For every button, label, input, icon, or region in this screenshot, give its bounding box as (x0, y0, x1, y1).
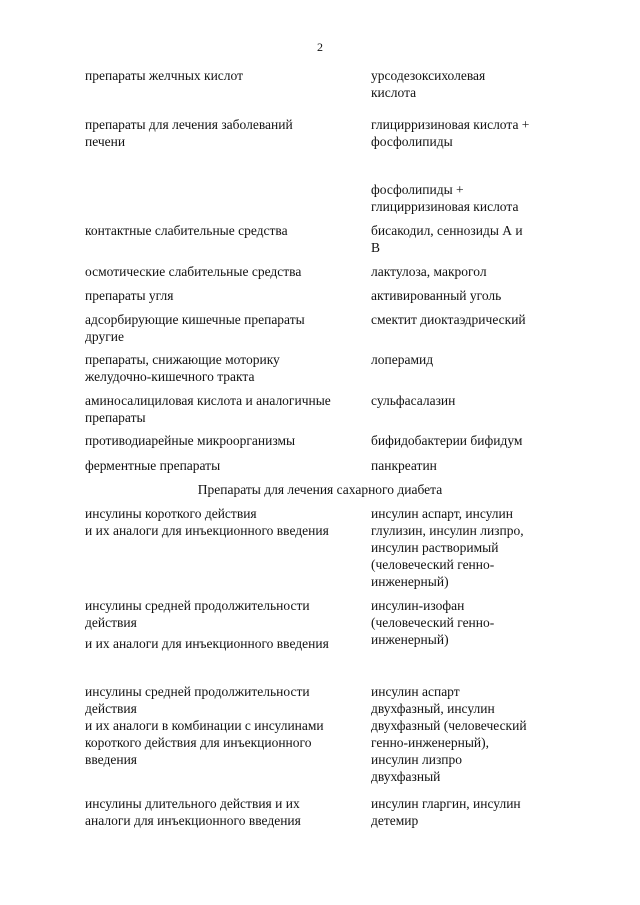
drug-name-text: (человеческий генно- (371, 557, 495, 572)
drug-name-text: инженерный) (371, 574, 449, 589)
drug-name-cell (371, 311, 571, 328)
page-number: 2 (317, 40, 323, 54)
drug-name-text: бифидобактерии бифидум (371, 433, 523, 448)
drug-group-text: введения (85, 752, 138, 767)
drug-name-text: инсулин-изофан (371, 598, 465, 613)
drug-name-text: глулизин, инсулин лизпро, (371, 523, 524, 538)
drug-group-cell (85, 392, 365, 426)
drug-name-text: лактулоза, макрогол (371, 264, 487, 279)
drug-group-text: осмотические слабительные средства (85, 264, 302, 279)
drug-name-text: инсулин лизпро (371, 752, 462, 767)
drug-group-cell (85, 263, 365, 280)
drug-name-cell (371, 67, 571, 101)
drug-group-text: контактные слабительные средства (85, 223, 288, 238)
drug-name-text: панкреатин (371, 458, 437, 473)
drug-name-text: фосфолипиды (371, 134, 453, 149)
drug-group-cell (85, 351, 365, 385)
drug-name-text: сульфасалазин (371, 393, 456, 408)
drug-group-text: желудочно-кишечного тракта (85, 369, 255, 384)
drug-group-text: препараты угля (85, 288, 174, 303)
drug-group-text: инсулины средней продолжительности (85, 598, 310, 613)
drug-group-text: и их аналоги для инъекционного введения (85, 636, 329, 651)
drug-name-text: активированный уголь (371, 288, 502, 303)
drug-name-cell (371, 287, 571, 304)
drug-group-text: препараты для лечения заболеваний (85, 117, 293, 132)
section-heading: Препараты для лечения сахарного диабета (197, 482, 443, 497)
drug-group-cell (85, 222, 365, 239)
drug-name-cell (371, 392, 571, 409)
drug-name-text: детемир (371, 813, 419, 828)
drug-group-text: противодиарейные микроорганизмы (85, 433, 296, 448)
drug-name-text: двухфазный, инсулин (371, 701, 495, 716)
drug-group-text: адсорбирующие кишечные препараты (85, 312, 305, 327)
drug-group-cell (85, 457, 365, 474)
drug-name-cell (371, 597, 571, 648)
drug-name-text: (человеческий генно- (371, 615, 495, 630)
drug-group-text: аналоги для инъекционного введения (85, 813, 301, 828)
drug-name-cell (371, 457, 571, 474)
drug-group-text: действия (85, 615, 137, 630)
drug-group-text: короткого действия для инъекционного (85, 735, 312, 750)
drug-group-cell (85, 597, 365, 652)
drug-group-text: и их аналоги для инъекционного введения (85, 523, 329, 538)
drug-name-cell (371, 222, 571, 256)
drug-group-text: препараты желчных кислот (85, 68, 243, 83)
drug-name-cell (371, 505, 571, 590)
drug-group-text: действия (85, 701, 137, 716)
drug-group-text: и их аналоги в комбинации с инсулинами (85, 718, 324, 733)
drug-name-text: двухфазный (371, 769, 441, 784)
drug-name-text: глицирризиновая кислота (371, 199, 519, 214)
drug-group-text: аминосалициловая кислота и аналогичные (85, 393, 331, 408)
drug-name-text: урсодезоксихолевая (371, 68, 486, 83)
drug-name-text: инсулин гларгин, инсулин (371, 796, 521, 811)
drug-group-text: ферментные препараты (85, 458, 221, 473)
drug-group-cell (85, 287, 365, 304)
drug-group-cell (85, 432, 365, 449)
drug-group-cell (85, 795, 365, 829)
drug-group-text: инсулины средней продолжительности (85, 684, 310, 699)
drug-group-cell (85, 683, 365, 768)
drug-name-text: фосфолипиды + (371, 182, 464, 197)
drug-group-text: инсулины длительного действия и их (85, 796, 300, 811)
drug-group-text: инсулины короткого действия (85, 506, 257, 521)
drug-group-cell (85, 311, 365, 345)
drug-name-cell (371, 263, 571, 280)
drug-name-text: бисакодил, сеннозиды А и (371, 223, 523, 238)
drug-name-cell (371, 432, 571, 449)
drug-group-cell (85, 505, 365, 539)
drug-name-text: смектит диоктаэдрический (371, 312, 526, 327)
drug-name-text: инженерный) (371, 632, 449, 647)
drug-name-cell (371, 116, 571, 150)
drug-group-cell (85, 116, 365, 150)
drug-name-text: инсулин растворимый (371, 540, 499, 555)
drug-name-cell (371, 181, 571, 215)
drug-name-text: двухфазный (человеческий (371, 718, 527, 733)
drug-name-text: лоперамид (371, 352, 434, 367)
drug-name-text: кислота (371, 85, 417, 100)
drug-name-cell (371, 795, 571, 829)
drug-name-text: В (371, 240, 381, 255)
drug-name-text: инсулин аспарт, инсулин (371, 506, 513, 521)
drug-name-text: генно-инженерный), (371, 735, 489, 750)
drug-name-text: инсулин аспарт (371, 684, 460, 699)
drug-name-text: глицирризиновая кислота + (371, 117, 530, 132)
drug-name-cell (371, 683, 571, 785)
drug-group-text: печени (85, 134, 126, 149)
drug-group-text: препараты (85, 410, 146, 425)
drug-name-cell (371, 351, 571, 368)
drug-group-text: препараты, снижающие моторику (85, 352, 280, 367)
drug-group-text: другие (85, 329, 124, 344)
drug-group-cell (85, 67, 365, 84)
